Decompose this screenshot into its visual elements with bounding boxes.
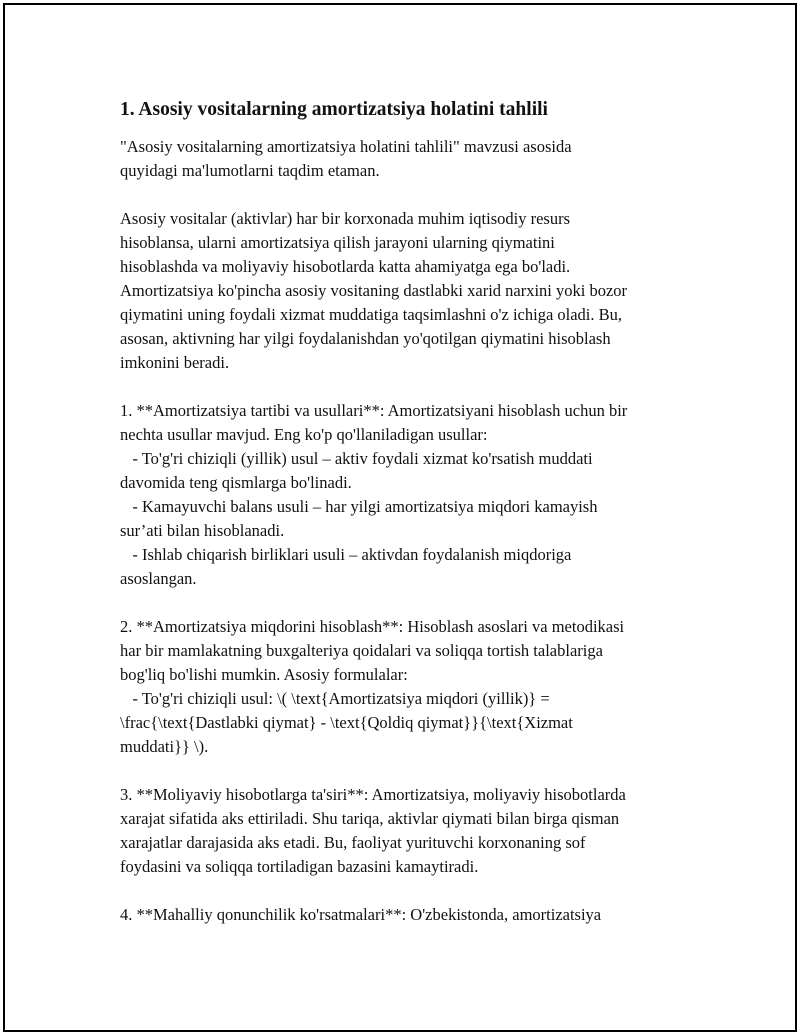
text-line: muddati}} \). (120, 737, 209, 756)
paragraph (120, 399, 700, 591)
paragraph (120, 207, 700, 375)
text-line: nechta usullar mavjud. Eng ko'p qo'llaniladigan usullar: (120, 425, 488, 444)
text-line: quyidagi ma'lumotlarni taqdim etaman. (120, 161, 380, 180)
text-line: xarajat sifatida aks ettiriladi. Shu tariqa, aktivlar qiymati bilan birga qisman (120, 809, 620, 828)
paragraph (120, 615, 700, 759)
document-body (120, 97, 700, 951)
text-line: hisoblashda va moliyaviy hisobotlarda katta ahamiyatga ega bo'ladi. (120, 257, 571, 276)
text-line: 1. **Amortizatsiya tartibi va usullari**: Amortizatsiyani hisoblash uchun bir (120, 401, 628, 420)
paragraph (120, 783, 700, 879)
paragraph (120, 135, 700, 183)
paragraph (120, 903, 700, 927)
text-line: - Kamayuvchi balans usuli – har yilgi amortizatsiya miqdori kamayish (120, 497, 598, 516)
text-line: - To'g'ri chiziqli (yillik) usul – aktiv foydali xizmat ko'rsatish muddati (120, 449, 593, 468)
text-line: qiymatini uning foydali xizmat muddatiga taqsimlashni o'z ichiga oladi. Bu, (120, 305, 623, 324)
text-line: Amortizatsiya ko'pincha asosiy vositaning dastlabki xarid narxini yoki bozor (120, 281, 628, 300)
text-line: "Asosiy vositalarning amortizatsiya holatini tahlili" mavzusi asosida (120, 137, 572, 156)
paragraph-container (120, 135, 700, 927)
text-line: bog'liq bo'lishi mumkin. Asosiy formulalar: (120, 665, 408, 684)
text-line: - To'g'ri chiziqli usul: \( \text{Amortizatsiya miqdori (yillik)} = (120, 689, 550, 708)
text-line: asoslangan. (120, 569, 197, 588)
text-line: Asosiy vositalar (aktivlar) har bir korxonada muhim iqtisodiy resurs (120, 209, 570, 228)
text-line: xarajatlar darajasida aks etadi. Bu, faoliyat yurituvchi korxonaning sof (120, 833, 586, 852)
document-heading: 1. Asosiy vositalarning amortizatsiya holatini tahlili (120, 99, 548, 120)
text-line: 3. **Moliyaviy hisobotlarga ta'siri**: Amortizatsiya, moliyaviy hisobotlarda (120, 785, 626, 804)
text-line: \frac{\text{Dastlabki qiymat} - \text{Qoldiq qiymat}}{\text{Xizmat (120, 713, 573, 732)
text-line: har bir mamlakatning buxgalteriya qoidalari va soliqqa tortish talablariga (120, 641, 603, 660)
text-line: davomida teng qismlarga bo'linadi. (120, 473, 352, 492)
text-line: sur’ati bilan hisoblanadi. (120, 521, 285, 540)
text-line: 4. **Mahalliy qonunchilik ko'rsatmalari**: O'zbekistonda, amortizatsiya (120, 905, 602, 924)
text-line: 2. **Amortizatsiya miqdorini hisoblash**: Hisoblash asoslari va metodikasi (120, 617, 625, 636)
text-line: imkonini beradi. (120, 353, 230, 372)
text-line: - Ishlab chiqarish birliklari usuli – aktivdan foydalanish miqdoriga (120, 545, 572, 564)
document-page (3, 3, 797, 1032)
text-line: asosan, aktivning har yilgi foydalanishdan yo'qotilgan qiymatini hisoblash (120, 329, 611, 348)
text-line: hisoblansa, ularni amortizatsiya qilish jarayoni ularning qiymatini (120, 233, 555, 252)
text-line: foydasini va soliqqa tortiladigan bazasini kamaytiradi. (120, 857, 479, 876)
